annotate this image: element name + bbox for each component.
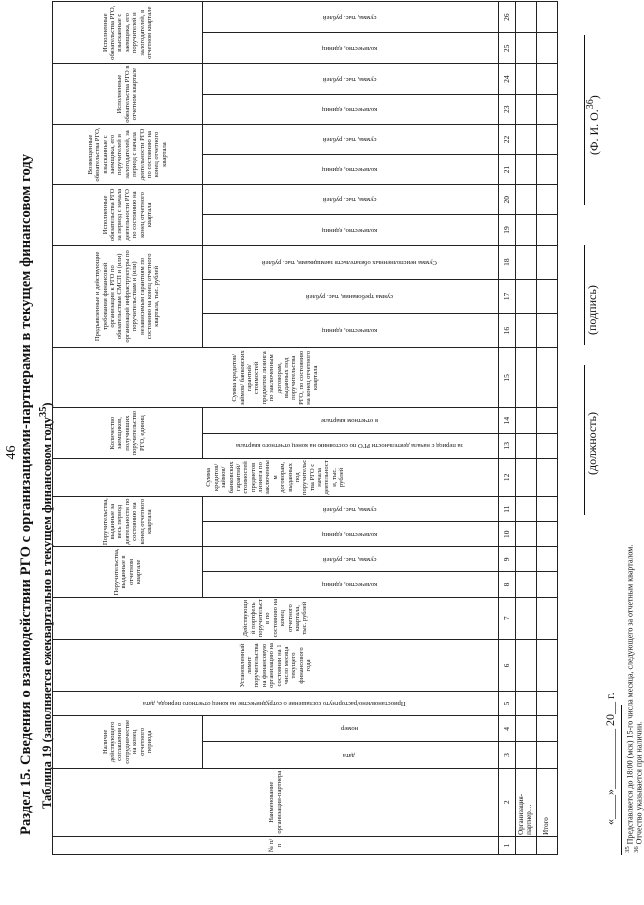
table-cell <box>537 836 558 854</box>
fio-footnote-ref: 36 <box>585 99 596 110</box>
table-cell <box>516 458 537 496</box>
column-number: 22 <box>499 124 516 154</box>
header-fulfilled-all: Исполненные обязательства РГО за период с начала деятельности РГО по состоянию на конец отчетного квартала <box>53 185 203 245</box>
table-cell <box>537 497 558 522</box>
table-cell <box>516 94 537 124</box>
section-title: Раздел 15. Сведения о взаимодействии РГО с организациями-партнерами в текущем финансовом году <box>18 153 34 835</box>
footnote-35-text: Представляется до 18:00 (мск) 15-го числа месяца, следующего за отчетным кварталом. <box>625 544 635 845</box>
header-partner-name: Наименование организации-партнера <box>53 768 499 836</box>
table-cell <box>537 279 558 313</box>
column-number: 5 <box>499 692 516 716</box>
header-fulfilled-quarter: Исполненные обязательства РГО в отчетном квартале <box>53 64 203 124</box>
table-cell <box>516 433 537 458</box>
header-fa-sum: сумма, тыс. рублей <box>203 185 499 215</box>
column-number: 14 <box>499 408 516 433</box>
header-limit: Установленный лимит поручительства на финансовую организацию на состоянии на 1 число месяца текущего финансового года <box>53 639 499 691</box>
table-cell <box>516 572 537 597</box>
header-agreement: Наличие действующего соглашения о сотрудничестве на конец отчетного периода <box>53 716 203 768</box>
footnote-36-text: Отчество указывается при наличии. <box>634 721 644 845</box>
header-recovered-quarter: Исполненные обязательства РГО, взысканные с заемщика, его поручителей и залогодателей, в отчетном квартале <box>53 2 203 64</box>
header-demands-unfulfilled: Сумма неисполненных обязательств заемщиками, тыс. рублей <box>203 245 499 279</box>
table-cell <box>516 124 537 154</box>
table-cell <box>537 215 558 245</box>
header-demands: Предъявленные и действующие требования финансовой организации к РГО по обязательствам СМСП и (или) организаций инфраструктуры по поручительствам и (или) независимым гарантиям по состоянию на конец отчетного квартала, тыс. рублей <box>53 245 203 348</box>
header-gq-sum: сумма, тыс. рублей <box>203 547 499 572</box>
footnote-35-mark: 35 <box>624 846 631 853</box>
table-cell <box>516 215 537 245</box>
table-cell <box>516 185 537 215</box>
column-number: 3 <box>499 742 516 768</box>
table-cell <box>537 2 558 33</box>
header-rgo-count-all: за период с начала деятельности РГО по состоянию на конец отчетного квартала <box>203 433 499 458</box>
column-number-row <box>499 2 516 855</box>
header-credit-sum-end: Сумма кредитов/ займов/ банковских гарантий/ стоимостей предметов лизинга по заключенным договорам, выданных под поручительства РГО, по состоянию на конец отчетного квартала <box>53 348 499 408</box>
fio-text: (Ф. И. О. <box>587 109 601 155</box>
column-number: 17 <box>499 279 516 313</box>
header-suspended: Приостановлено/расторгнуто соглашение о сотрудничестве на конец отчетного периода, дата <box>53 692 499 716</box>
column-number: 19 <box>499 215 516 245</box>
column-number: 1 <box>499 836 516 854</box>
column-number: 20 <box>499 185 516 215</box>
partners-table <box>52 1 558 855</box>
table-row <box>537 2 558 855</box>
table-cell <box>537 639 558 691</box>
table-cell <box>537 348 558 408</box>
table-caption-footnote-ref: 35 <box>38 406 49 417</box>
header-recovered-all: Возмещенные обязательства РГО, взысканные с заемщика, его поручителей и залогодателей, за период с начала деятельности РГО по состоянию на конец отчетного квартала <box>53 124 203 184</box>
footnote-36 <box>633 722 644 853</box>
header-gp-qty: количество, единиц <box>203 522 499 547</box>
table-cell <box>537 64 558 94</box>
table-cell <box>537 597 558 639</box>
table-cell <box>537 716 558 742</box>
header-rq-qty: количество, единиц <box>203 33 499 64</box>
table-cell <box>537 522 558 547</box>
table-cell <box>537 313 558 347</box>
table-cell <box>516 33 537 64</box>
column-number: 4 <box>499 716 516 742</box>
table-cell <box>516 716 537 742</box>
header-guarantees-quarter: Поручительства, выданные в отчетном квартале <box>53 547 203 597</box>
table-cell <box>537 408 558 433</box>
table-cell <box>516 547 537 572</box>
table-cell <box>537 155 558 185</box>
header-rq-sum: сумма, тыс. рублей <box>203 2 499 33</box>
table-cell <box>537 124 558 154</box>
column-number: 13 <box>499 433 516 458</box>
header-rgo-count: Количество заемщиков, получивших поручительство РГО, единиц <box>53 408 203 458</box>
header-fa-qty: количество, единиц <box>203 215 499 245</box>
signature-label: (подпись) <box>585 285 599 335</box>
table-cell <box>516 692 537 716</box>
column-number: 2 <box>499 768 516 836</box>
table-cell <box>516 313 537 347</box>
table-cell <box>516 279 537 313</box>
column-number: 9 <box>499 547 516 572</box>
row-label: Организация-партнер… <box>516 768 537 836</box>
fio-label <box>585 95 602 155</box>
table-cell <box>516 2 537 33</box>
table-cell <box>537 547 558 572</box>
header-demands-sum: сумма требования, тыс. рублей <box>203 279 499 313</box>
column-number: 26 <box>499 2 516 33</box>
header-gq-qty: количество, единиц <box>203 572 499 597</box>
column-number: 6 <box>499 639 516 691</box>
date-line: «____»__________ 20__ г. <box>603 692 617 825</box>
column-number: 12 <box>499 458 516 496</box>
header-ra-sum: сумма, тыс. рублей <box>203 124 499 154</box>
page-number: 46 <box>4 445 19 460</box>
fio-close: ) <box>587 95 601 100</box>
header-guarantees-period: Поручительства, выданные за весь период деятельности по состоянию на конец отчетного квартала <box>53 497 203 547</box>
footnote-36-mark: 36 <box>633 846 640 853</box>
table-caption-text: Таблица 19 (заполняется ежеквартально в текущем финансовом году <box>40 417 55 809</box>
column-number: 11 <box>499 497 516 522</box>
table-cell <box>516 497 537 522</box>
column-number: 15 <box>499 348 516 408</box>
table-cell <box>516 639 537 691</box>
table-cell <box>537 185 558 215</box>
table-cell <box>537 94 558 124</box>
table-cell <box>516 245 537 279</box>
header-row-1 <box>53 2 203 855</box>
header-agreement-date: дата <box>203 742 499 768</box>
header-no: № п/п <box>53 836 499 854</box>
column-number: 21 <box>499 155 516 185</box>
footnote-rule <box>621 705 622 855</box>
position-label: (должность) <box>585 412 599 475</box>
table-caption-close: ) <box>40 402 55 407</box>
table-cell <box>516 64 537 94</box>
column-number: 8 <box>499 572 516 597</box>
header-gp-sum: сумма, тыс. рублей <box>203 497 499 522</box>
column-number: 25 <box>499 33 516 64</box>
table-cell <box>516 522 537 547</box>
table-cell <box>537 742 558 768</box>
table-cell <box>537 433 558 458</box>
header-fq-qty: количество, единиц <box>203 94 499 124</box>
column-number: 23 <box>499 94 516 124</box>
table-cell <box>537 33 558 64</box>
header-demands-qty: количество, единиц <box>203 313 499 347</box>
table-cell <box>516 348 537 408</box>
table-cell <box>537 458 558 496</box>
table-cell <box>516 597 537 639</box>
table-cell <box>516 408 537 433</box>
column-number: 18 <box>499 245 516 279</box>
table-cell <box>516 742 537 768</box>
table-cell <box>516 836 537 854</box>
header-credit-sum-all: Сумма кредитов/ займов/ банковских гарантий/ стоимостей предметов лизинга по заключенным договорам, выданных под поручительства РГО с начала деятельности, тыс. рублей <box>53 458 499 496</box>
header-ra-qty: количество, единиц <box>203 155 499 185</box>
row-label: Итого <box>537 768 558 836</box>
header-row-2 <box>203 2 239 855</box>
header-portfolio: Действующий портфель поручительств по состоянию на конец отчетного квартала, тыс. рублей <box>53 597 499 639</box>
table-row <box>516 2 537 855</box>
header-agreement-number: номер <box>203 716 499 742</box>
column-number: 10 <box>499 522 516 547</box>
table-cell <box>537 692 558 716</box>
column-number: 16 <box>499 313 516 347</box>
table-cell <box>516 155 537 185</box>
header-fq-sum: сумма, тыс. рублей <box>203 64 499 94</box>
column-number: 24 <box>499 64 516 94</box>
header-rgo-count-quarter: в отчетном квартале <box>203 408 499 433</box>
table-cell <box>537 572 558 597</box>
table-cell <box>537 245 558 279</box>
column-number: 7 <box>499 597 516 639</box>
